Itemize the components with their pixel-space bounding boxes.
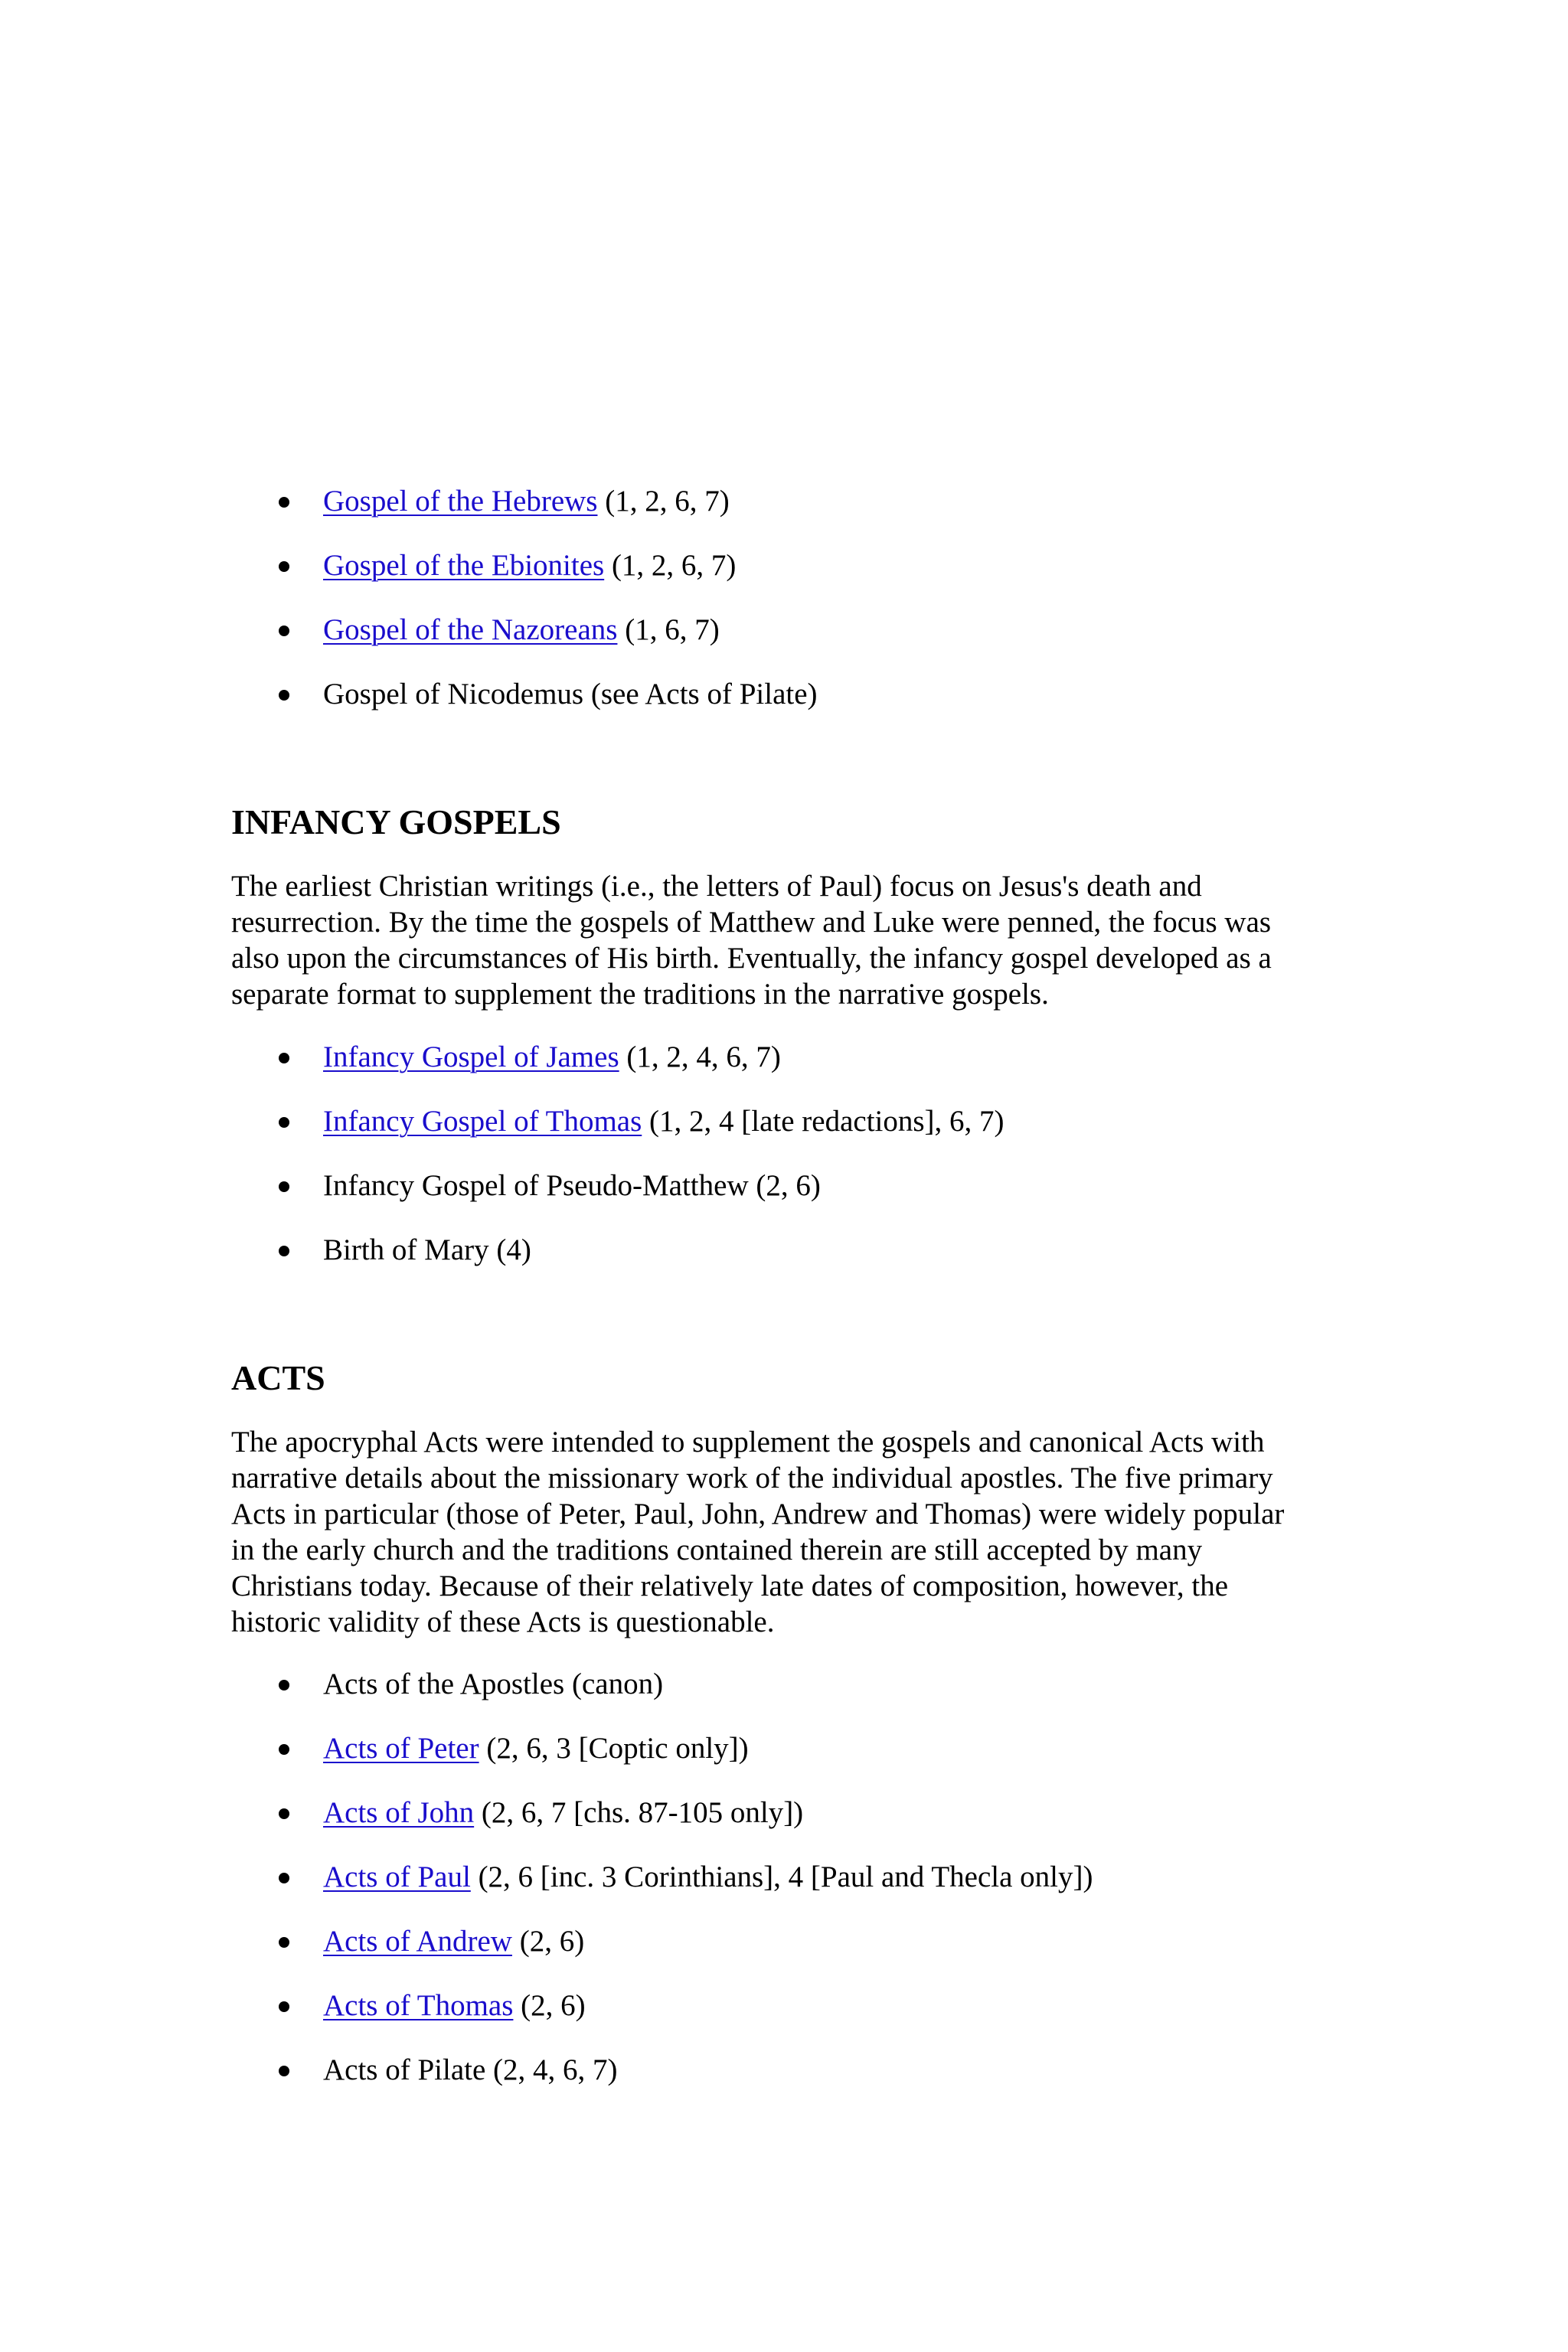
list-item: [231, 612, 1341, 677]
list-item-text: Acts of the Apostles (canon): [323, 1668, 664, 1700]
acts-section-header: [231, 1357, 1341, 1400]
bullet-icon: [279, 1181, 289, 1192]
list-item-text: (1, 2, 6, 7): [604, 549, 737, 582]
link-gospel-hebrews[interactable]: Gospel of the Hebrews: [323, 485, 598, 518]
link-acts-peter[interactable]: Acts of Peter: [323, 1732, 479, 1765]
list-item: [231, 1795, 1341, 1860]
list-item: [231, 548, 1341, 612]
link-acts-paul[interactable]: Acts of Paul: [323, 1860, 471, 1893]
list-item-text: (2, 6, 7 [chs. 87-105 only]): [474, 1796, 804, 1829]
list-item-text: Acts of Pilate (2, 4, 6, 7): [323, 2053, 618, 2086]
list-item-text: Birth of Mary (4): [323, 1233, 531, 1266]
acts-paragraph-line: in the early church and the traditions contained therein are still accepted by many: [231, 1534, 1203, 1566]
link-acts-andrew[interactable]: Acts of Andrew: [323, 1925, 512, 1958]
acts-paragraph-line: historic validity of these Acts is questionable.: [231, 1606, 775, 1638]
gospels-list-section: [231, 484, 1341, 741]
list-item: [231, 2053, 1341, 2117]
bullet-icon: [279, 1680, 289, 1690]
list-item: [231, 1040, 1341, 1104]
bullet-icon: [279, 1246, 289, 1256]
infancy-paragraph-line: resurrection. By the time the gospels of Matthew and Luke were penned, the focus was: [231, 906, 1272, 939]
link-acts-thomas[interactable]: Acts of Thomas: [323, 1989, 514, 2022]
link-acts-john[interactable]: Acts of John: [323, 1796, 475, 1829]
acts-paragraph: [231, 1424, 1341, 1640]
infancy-section-header: [231, 801, 1341, 844]
list-item: [231, 1233, 1341, 1297]
list-item-text: Infancy Gospel of Pseudo-Matthew (2, 6): [323, 1169, 821, 1202]
list-item-text: (1, 2, 4 [late redactions], 6, 7): [642, 1105, 1004, 1138]
list-item-text: (2, 6 [inc. 3 Corinthians], 4 [Paul and Thecla only]): [470, 1860, 1093, 1893]
bullet-icon: [279, 626, 289, 636]
list-item: [231, 1924, 1341, 1988]
bullet-icon: [279, 1053, 289, 1063]
list-item-text: (1, 6, 7): [617, 613, 720, 646]
list-item: [231, 1988, 1341, 2053]
bullet-icon: [279, 1744, 289, 1755]
list-item: [231, 1667, 1341, 1731]
infancy-paragraph: [231, 868, 1341, 1012]
acts-list-section: [231, 1667, 1341, 2117]
bullet-icon: [279, 2001, 289, 2012]
list-item: [231, 484, 1341, 548]
list-item-text: (1, 2, 4, 6, 7): [619, 1040, 781, 1073]
acts-paragraph-line: The apocryphal Acts were intended to supplement the gospels and canonical Acts with: [231, 1426, 1265, 1459]
bullet-icon: [279, 1937, 289, 1948]
infancy-heading: INFANCY GOSPELS: [231, 802, 561, 841]
infancy-paragraph-line: The earliest Christian writings (i.e., the letters of Paul) focus on Jesus's death and: [231, 870, 1202, 903]
list-item-text: (2, 6): [513, 1989, 586, 2022]
infancy-list-section: [231, 1040, 1341, 1297]
bullet-icon: [279, 1808, 289, 1819]
list-item-text: (2, 6, 3 [Coptic only]): [479, 1732, 749, 1765]
list-item-text: (2, 6): [511, 1925, 585, 1958]
acts-paragraph-line: Acts in particular (those of Peter, Paul, John, Andrew and Thomas) were widely popular: [231, 1498, 1285, 1530]
infancy-list: [231, 1040, 1341, 1297]
bullet-icon: [279, 2066, 289, 2076]
list-item: [231, 1860, 1341, 1924]
infancy-paragraph-line: also upon the circumstances of His birth. Eventually, the infancy gospel developed as a: [231, 942, 1272, 975]
link-gospel-nazoreans[interactable]: Gospel of the Nazoreans: [323, 613, 618, 646]
acts-paragraph-line: narrative details about the missionary work of the individual apostles. The five primary: [231, 1462, 1273, 1494]
bullet-icon: [279, 690, 289, 701]
acts-list: [231, 1667, 1341, 2117]
list-item: [231, 1731, 1341, 1795]
list-item: [231, 1168, 1341, 1233]
list-item-text: (1, 2, 6, 7): [597, 485, 730, 518]
list-item-text: Gospel of Nicodemus (see Acts of Pilate): [323, 678, 818, 710]
list-item: [231, 1104, 1341, 1168]
link-gospel-ebionites[interactable]: Gospel of the Ebionites: [323, 549, 605, 582]
bullet-icon: [279, 1873, 289, 1883]
acts-paragraph-line: Christians today. Because of their relatively late dates of composition, however, the: [231, 1570, 1229, 1602]
acts-heading: ACTS: [231, 1358, 325, 1397]
gospels-list: [231, 484, 1341, 741]
bullet-icon: [279, 1117, 289, 1128]
bullet-icon: [279, 561, 289, 572]
bullet-icon: [279, 497, 289, 508]
link-infancy-james[interactable]: Infancy Gospel of James: [323, 1040, 619, 1073]
link-infancy-thomas[interactable]: Infancy Gospel of Thomas: [323, 1105, 642, 1138]
list-item: [231, 677, 1341, 741]
infancy-paragraph-line: separate format to supplement the traditions in the narrative gospels.: [231, 978, 1049, 1011]
